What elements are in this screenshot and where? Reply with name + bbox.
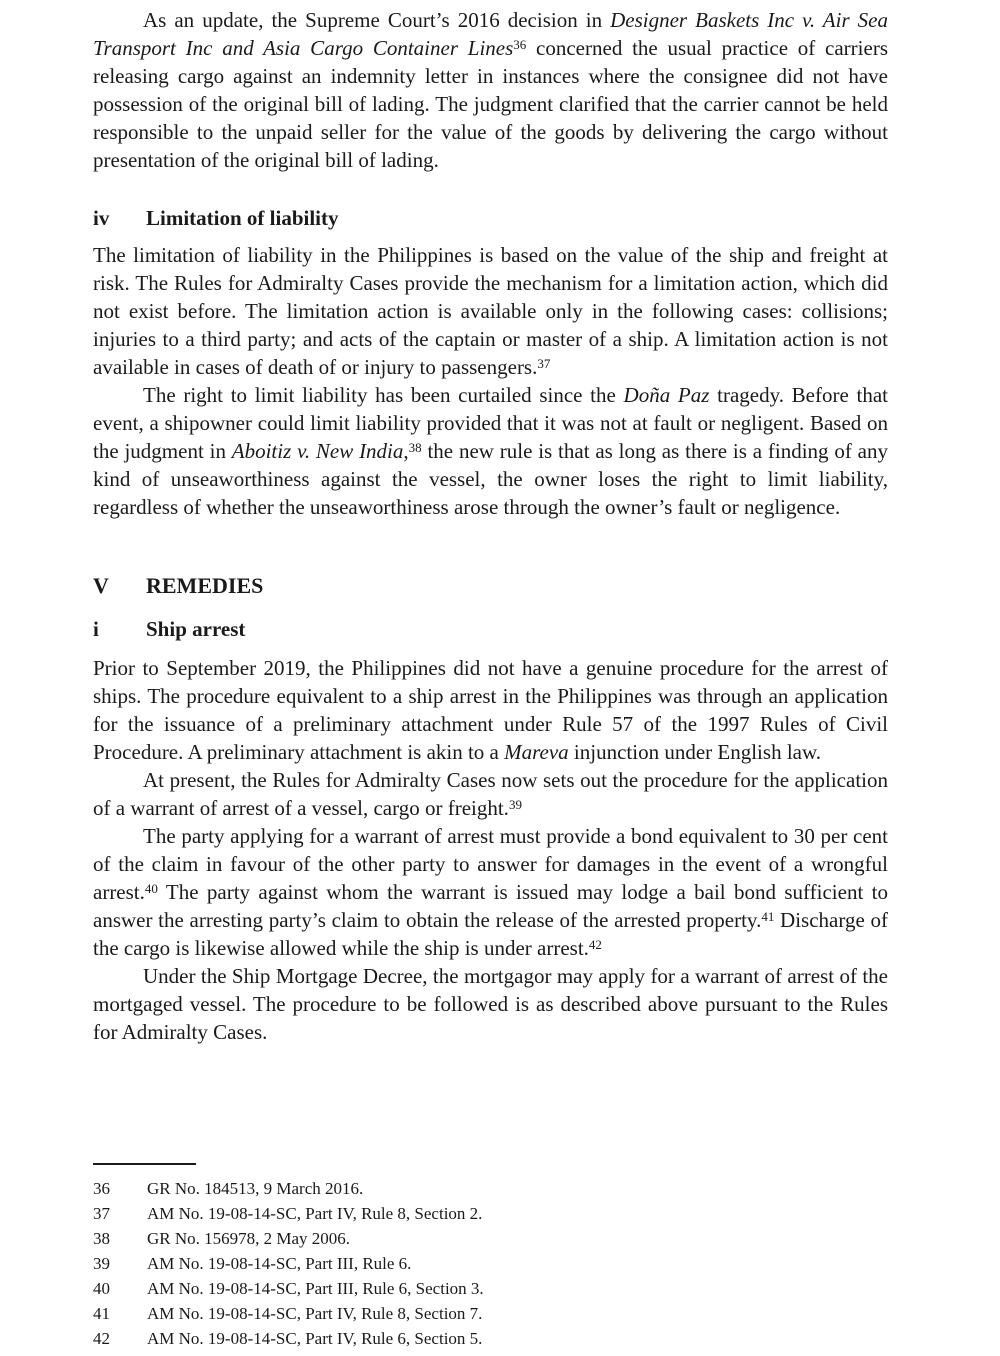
paragraph-intro: [93, 6, 888, 174]
footnote-separator-rule: [93, 1163, 196, 1165]
heading-remedies: [93, 571, 888, 600]
text-run: ,: [403, 439, 409, 463]
footnote-row: [93, 1226, 888, 1251]
footnote-number: 41: [93, 1304, 110, 1323]
footnote-ref-42: 42: [588, 937, 602, 953]
term-italic: Mareva: [504, 740, 569, 764]
footnote-ref-39: 39: [508, 797, 522, 813]
paragraph-ship-arrest-1: [93, 654, 888, 766]
heading-ship-arrest: [93, 615, 888, 643]
text-run: The right to limit liability has been curtailed since the: [143, 383, 624, 407]
footnote-ref-38: 38: [408, 440, 422, 456]
footnote-text: AM No. 19-08-14-SC, Part IV, Rule 8, Section 7.: [147, 1304, 483, 1323]
footnote-text: AM No. 19-08-14-SC, Part III, Rule 6, Section 3.: [147, 1279, 484, 1298]
heading-limitation-of-liability: [93, 204, 888, 232]
footnote-number: 40: [93, 1279, 110, 1298]
paragraph-ship-arrest-3: [93, 822, 888, 962]
heading-label: Limitation of liability: [146, 206, 339, 230]
heading-label: Ship arrest: [146, 617, 246, 641]
case-name-italic: Aboitiz v. New India: [231, 439, 404, 463]
footnote-row: [93, 1176, 888, 1201]
paragraph-limitation-2: [93, 381, 888, 521]
footnote-row: [93, 1201, 888, 1226]
heading-number: i: [93, 617, 99, 641]
case-name-italic: Doña Paz: [623, 383, 710, 407]
text-run: Discharge of the cargo is likewise allowed while the ship is under arrest.: [93, 908, 888, 960]
text-run: the new rule is that as long as there is a finding of any kind of unseaworthiness against the vessel, the owner loses the right to limit liability, regardless of whether the unseaworthiness arose through the owner’s fault or negligence.: [93, 439, 888, 519]
footnote-ref-40: 40: [144, 881, 158, 897]
footnote-number: 38: [93, 1229, 110, 1248]
footnote-text: AM No. 19-08-14-SC, Part IV, Rule 8, Section 2.: [147, 1204, 483, 1223]
footnote-row: [93, 1301, 888, 1326]
text-run: At present, the Rules for Admiralty Cases now sets out the procedure for the application of a warrant of arrest of a vessel, cargo or freight.: [93, 768, 888, 820]
text-run: The party applying for a warrant of arrest must provide a bond equivalent to 30 per cent of the claim in favour of the other party to answer for damages in the event of a wrongful arrest.: [93, 824, 888, 904]
page-content: [93, 6, 888, 1046]
footnote-number: 39: [93, 1254, 110, 1273]
paragraph-ship-arrest-4: [93, 962, 888, 1046]
footnote-number: 37: [93, 1204, 110, 1223]
text-run: Under the Ship Mortgage Decree, the mortgagor may apply for a warrant of arrest of the mortgaged vessel. The procedure to be followed is as described above pursuant to the Rules for Admiralty Cases.: [93, 964, 888, 1044]
text-run: As an update, the Supreme Court’s 2016 decision in: [143, 8, 611, 32]
footnote-ref-36: 36: [513, 37, 527, 53]
footnote-text: GR No. 184513, 9 March 2016.: [147, 1179, 364, 1198]
text-run: concerned the usual practice of carriers releasing cargo against an indemnity letter in instances where the consignee did not have possession of the original bill of lading. The judgment clarified that the carrier cannot be held responsible to the unpaid seller for the value of the goods by delivering the cargo without presentation of the original bill of lading.: [93, 36, 888, 172]
footnote-row: [93, 1251, 888, 1276]
footnotes-block: [93, 1163, 888, 1351]
heading-number: V: [93, 573, 109, 598]
heading-number: iv: [93, 206, 110, 230]
paragraph-ship-arrest-2: [93, 766, 888, 822]
footnote-number: 42: [93, 1329, 110, 1348]
heading-label: REMEDIES: [146, 573, 264, 598]
footnote-ref-37: 37: [537, 356, 551, 372]
text-run: Prior to September 2019, the Philippines did not have a genuine procedure for the arrest of ships. The procedure equivalent to a ship arrest in the Philippines was through an application for the issuance of a preliminary attachment under Rule 57 of the 1997 Rules of Civil Procedure. A preliminary attachment is akin to a: [93, 656, 888, 764]
footnote-number: 36: [93, 1179, 110, 1198]
footnote-row: [93, 1326, 888, 1351]
text-run: The limitation of liability in the Philippines is based on the value of the ship and freight at risk. The Rules for Admiralty Cases provide the mechanism for a limitation action, which did not exist before. The limitation action is available only in the following cases: collisions; injuries to a third party; and acts of the captain or master of a ship. A limitation action is not available in cases of death of or injury to passengers.: [93, 243, 888, 379]
paragraph-limitation-1: [93, 241, 888, 381]
footnote-ref-41: 41: [761, 909, 775, 925]
footnote-text: GR No. 156978, 2 May 2006.: [147, 1229, 351, 1248]
footnote-text: AM No. 19-08-14-SC, Part III, Rule 6.: [147, 1254, 412, 1273]
footnote-row: [93, 1276, 888, 1301]
text-run: tragedy. Before that event, a shipowner could limit liability provided that it was not at fault or negligent. Based on the judgment in: [93, 383, 889, 463]
case-name-italic: Designer Baskets Inc v. Air Sea Transport Inc and Asia Cargo Container Lines: [93, 8, 888, 60]
text-run: The party against whom the warrant is issued may lodge a bail bond sufficient to answer the arresting party’s claim to obtain the release of the arrested property.: [93, 880, 888, 932]
text-run: injunction under English law.: [568, 740, 822, 764]
footnote-text: AM No. 19-08-14-SC, Part IV, Rule 6, Section 5.: [147, 1329, 483, 1348]
